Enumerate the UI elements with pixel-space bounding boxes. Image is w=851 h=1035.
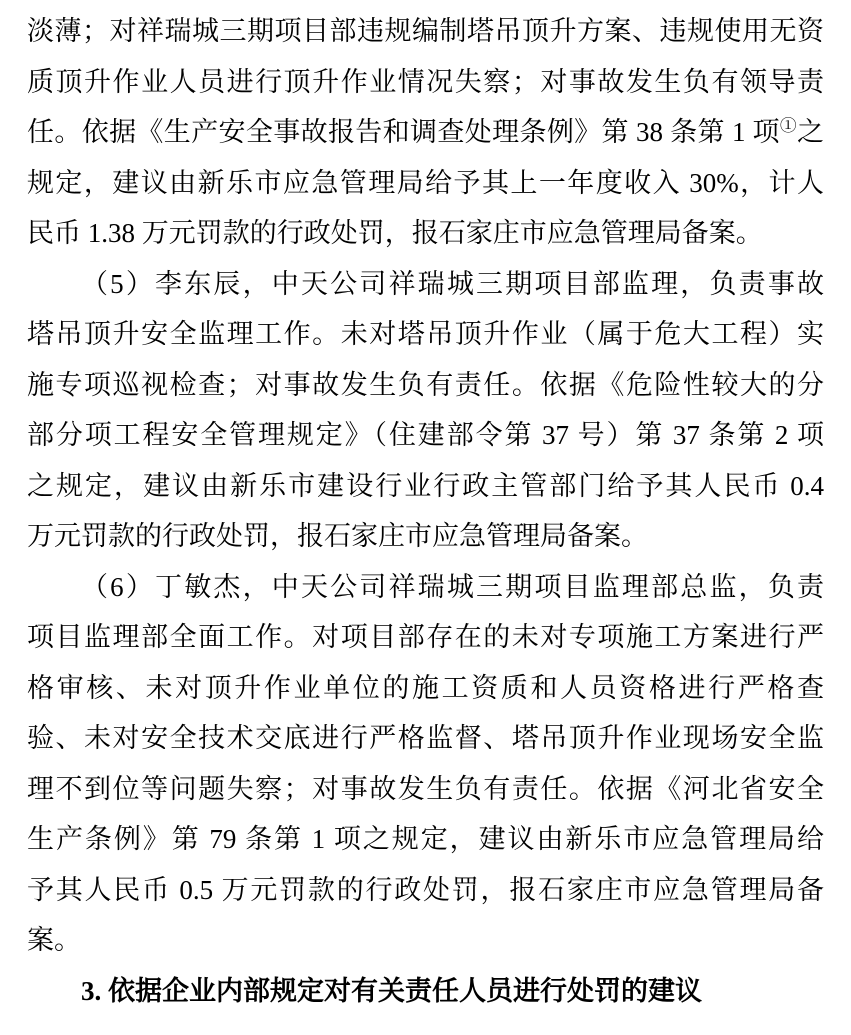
document-body <box>27 6 824 1016</box>
text-line <box>27 6 824 57</box>
text-segment: 规定，建议由新乐市应急管理局给予其上一年度收入 30%，计人 <box>27 167 824 198</box>
text-segment: 塔吊顶升安全监理工作。未对塔吊顶升作业（属于危大工程）实 <box>27 319 824 349</box>
text-segment: 淡薄；对祥瑞城三期项目部违规编制塔吊顶升方案、违规使用无资 <box>27 16 824 46</box>
text-segment: 3. 依据企业内部规定对有关责任人员进行处罚的建议 <box>81 975 702 1006</box>
text-line <box>27 461 824 512</box>
text-line <box>27 713 824 764</box>
text-line <box>27 158 824 209</box>
text-segment: 部分项工程安全管理规定》（住建部令第 37 号）第 37 条第 2 项 <box>27 420 824 450</box>
text-line <box>27 562 824 613</box>
text-line <box>27 309 824 360</box>
text-line <box>27 208 824 259</box>
text-segment: （6）丁敏杰，中天公司祥瑞城三期项目监理部总监，负责 <box>81 571 824 602</box>
text-segment: 生产条例》第 79 条第 1 项之规定，建议由新乐市应急管理局给 <box>27 824 824 854</box>
footnote-ref-marker: ① <box>779 116 797 135</box>
text-segment: 项目监理部全面工作。对项目部存在的未对专项施工方案进行严 <box>27 622 824 652</box>
text-line <box>27 57 824 108</box>
text-line <box>27 612 824 663</box>
text-segment: 格审核、未对顶升作业单位的施工资质和人员资格进行严格查 <box>27 672 824 703</box>
heading-section-3 <box>27 966 824 1017</box>
paragraph-continuation-item-4 <box>27 6 824 259</box>
paragraph-item-6 <box>27 562 824 966</box>
text-segment: 万元罚款的行政处罚，报石家庄市应急管理局备案。 <box>27 521 648 551</box>
text-line <box>27 360 824 411</box>
text-segment: 予其人民币 0.5 万元罚款的行政处罚，报石家庄市应急管理局备 <box>27 874 824 905</box>
text-segment: 之 <box>797 117 824 147</box>
text-segment: 验、未对安全技术交底进行严格监督、塔吊顶升作业现场安全监 <box>27 723 824 753</box>
text-segment: （5）李东辰，中天公司祥瑞城三期项目部监理，负责事故 <box>81 268 824 299</box>
text-line <box>27 511 824 562</box>
text-segment: 民币 1.38 万元罚款的行政处罚，报石家庄市应急管理局备案。 <box>27 218 763 248</box>
text-segment: 之规定，建议由新乐市建设行业行政主管部门给予其人民币 0.4 <box>27 470 824 501</box>
paragraph-item-5 <box>27 259 824 562</box>
text-line <box>27 663 824 714</box>
text-segment: 任。依据《生产安全事故报告和调查处理条例》第 38 条第 1 项 <box>27 117 780 147</box>
text-line <box>27 915 824 966</box>
text-segment: 施专项巡视检查；对事故发生负有责任。依据《危险性较大的分 <box>27 369 824 400</box>
text-line <box>27 814 824 865</box>
text-line <box>27 865 824 916</box>
text-line <box>27 966 824 1017</box>
text-line <box>27 259 824 310</box>
text-segment: 理不到位等问题失察；对事故发生负有责任。依据《河北省安全 <box>27 773 824 804</box>
text-line <box>27 107 824 158</box>
text-segment: 案。 <box>27 925 81 955</box>
text-line <box>27 764 824 815</box>
text-line <box>27 410 824 461</box>
text-segment: 质顶升作业人员进行顶升作业情况失察；对事故发生负有领导责 <box>27 66 824 97</box>
